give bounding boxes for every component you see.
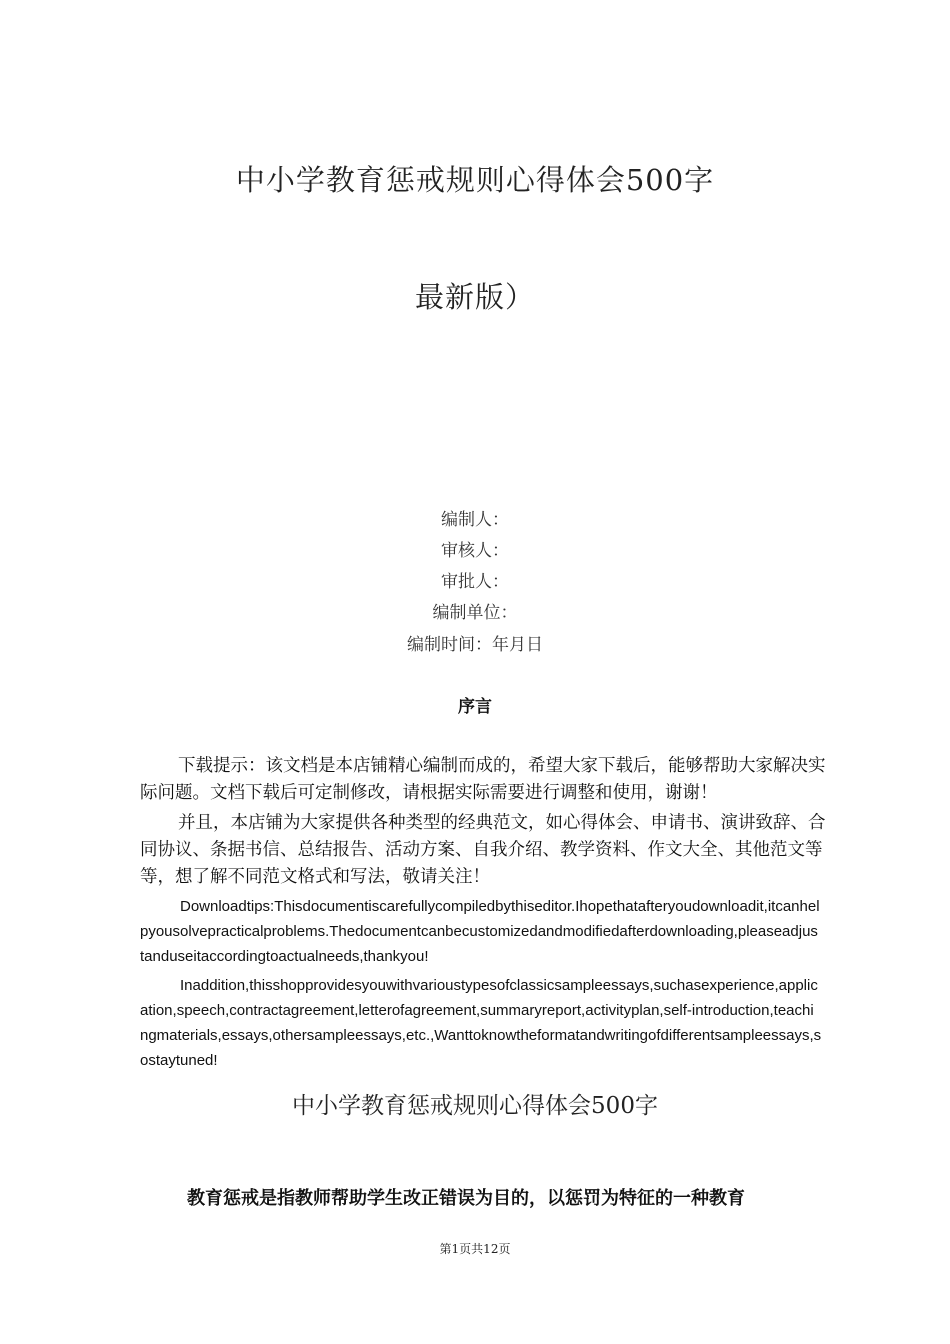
download-tip-paragraph: 下载提示：该文档是本店铺精心编制而成的，希望大家下载后，能够帮助大家解决实际问题。文档下载后可定制修改，请根据实际需要进行调整和使用，谢谢！ xyxy=(140,756,826,803)
sample-essays-paragraph: 并且，本店铺为大家提供各种类型的经典范文，如心得体会、申请书、演讲致辞、合同协议、条据书信、总结报告、活动方案、自我介绍、教学资料、作文大全、其他范文等等，想了解不同范文格式和写法，敬请关注！ xyxy=(140,813,826,887)
section-title: 中小学教育惩戒规则心得体会500字 xyxy=(292,1093,658,1119)
preface-heading: 序言 xyxy=(458,697,492,717)
meta-compiler: 编制人： xyxy=(441,510,509,530)
sample-essays-paragraph-en: Inaddition,thisshopprovidesyouwithvarioustypesofclassicsampleessays,suchasexperience,application,speech,contractagreement,letterofagreement,summaryreport,activityplan,self-introduction,teachingmaterials,essays,othersampleessays,etc.,Wanttoknowtheformatandwritingofdifferentsampleessays,sostaytuned! xyxy=(140,977,822,1069)
document-title: 中小学教育惩戒规则心得体会500字 xyxy=(235,163,715,197)
page-footer: 第1页共12页 xyxy=(439,1242,511,1256)
meta-unit: 编制单位： xyxy=(432,603,518,623)
body-text: 教育惩戒是指教师帮助学生改正错误为目的，以惩罚为特征的一种教育 xyxy=(187,1188,745,1209)
meta-approver: 审批人： xyxy=(441,572,509,592)
document-title-edition: 最新版） xyxy=(414,280,535,314)
meta-date: 编制时间：年月日 xyxy=(407,635,543,655)
meta-reviewer: 审核人： xyxy=(441,541,509,561)
download-tip-paragraph-en: Downloadtips:Thisdocumentiscarefullycompiledbythiseditor.Ihopethatafteryoudownloadit,itcanhelpyousolvepracticalproblems.Thedocumentcanbecustomizedandmodifiedafterdownloading,pleaseadjustanduseitaccordingtoactualneeds,thankyou! xyxy=(140,898,820,965)
